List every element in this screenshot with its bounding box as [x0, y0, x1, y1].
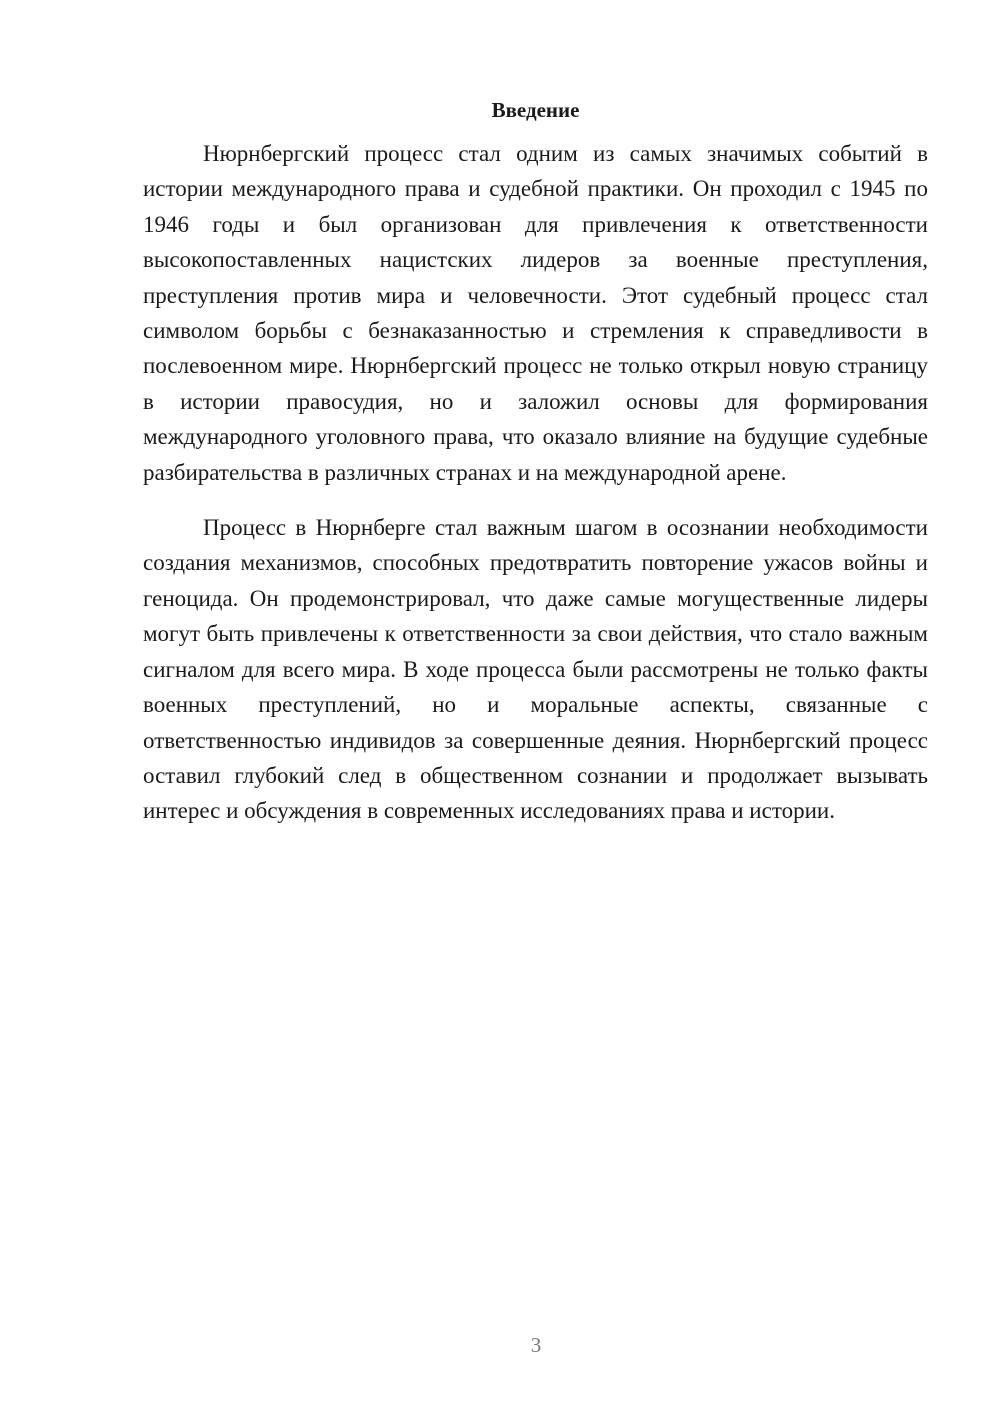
paragraph-2: Процесс в Нюрнберге стал важным шагом в осознании необходимости создания механизмов, способных предотвратить повторение ужасов войны и геноцида. Он продемонстрировал, что даже самые могущественные лидеры могут быть привлечены к ответственности за свои действия, что стало важным сигналом для всего мира. В ходе процесса были рассмотрены не только факты военных преступлений, но и моральные аспекты, связанные с ответственностью индивидов за совершенные деяния. Нюрнбергский процесс оставил глубокий след в общественном сознании и продолжает вызывать интерес и обсуждения в современных исследованиях права и истории. — [143, 515, 928, 824]
section-heading: Введение — [491, 98, 580, 122]
page-body — [143, 96, 928, 829]
paragraph-1: Нюрнбергский процесс стал одним из самых значимых событий в истории международного права и судебной практики. Он проходил с 1945 по 1946 годы и был организован для привлечения к ответственности высокопоставленных нацистских лидеров за военные преступления, преступления против мира и человечности. Этот судебный процесс стал символом борьбы с безнаказанностью и стремления к справедливости в послевоенном мире. Нюрнбергский процесс не только открыл новую страницу в истории правосудия, но и заложил основы для формирования международного уголовного права, что оказало влияние на будущие судебные разбирательства в различных странах и на международной арене. — [143, 141, 928, 485]
page-number: 3 — [530, 1333, 542, 1357]
